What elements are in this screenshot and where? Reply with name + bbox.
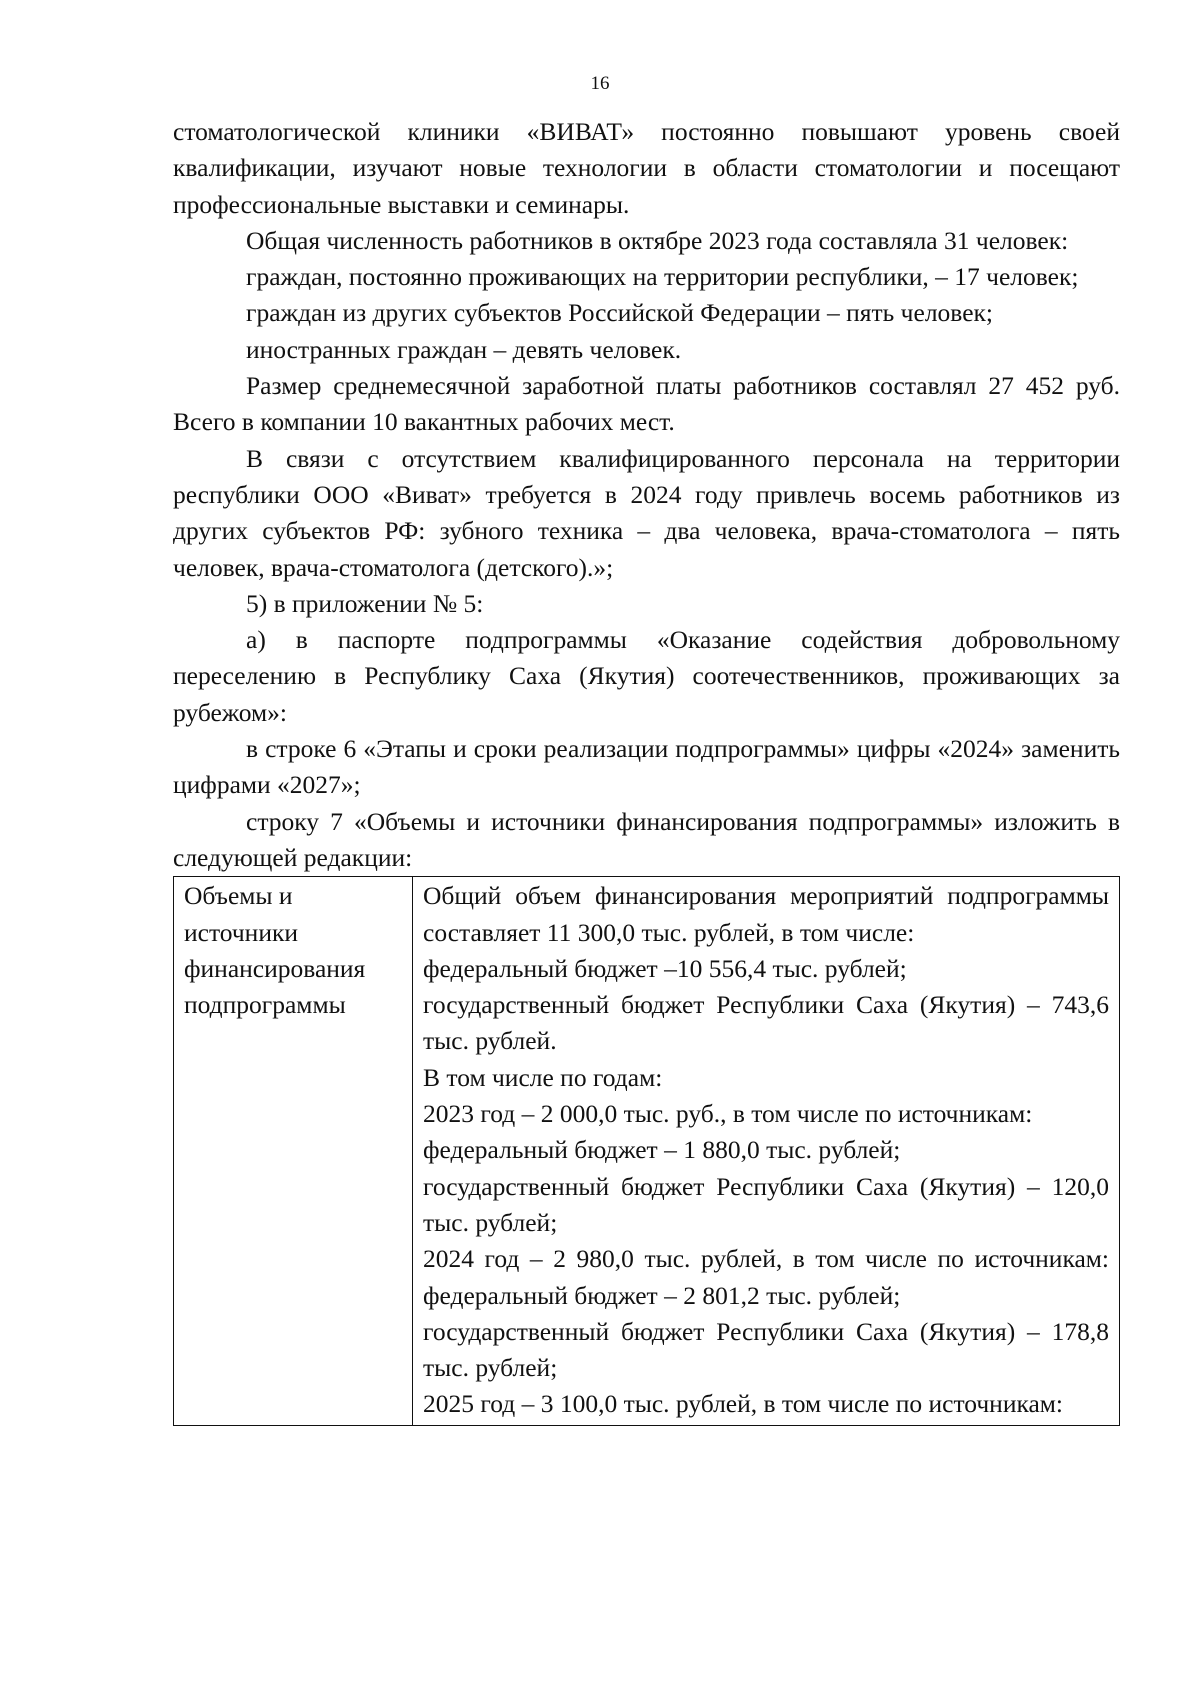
table-content-line: государственный бюджет Республики Саха (Якутия) – 120,0 тыс. рублей; [423, 1171, 1109, 1237]
table-content-cell [413, 877, 1120, 1425]
table-content-line: Общий объем финансирования мероприятий подпрограммы составляет 11 300,0 тыс. рублей, в том числе: [423, 881, 1109, 947]
table-content-lines [423, 878, 1109, 1422]
table-content-line: государственный бюджет Республики Саха (Якутия) – 743,6 тыс. рублей. [423, 990, 1109, 1056]
body-paragraph: а) в паспорте подпрограммы «Оказание содействия добровольному переселению в Республику Саха (Якутия) соотечественников, проживающих за рубежом»: [173, 625, 1120, 727]
body-paragraph: Общая численность работников в октябре 2023 года составляла 31 человек: [246, 225, 1069, 255]
table-content-line: 2023 год – 2 000,0 тыс. руб., в том числе по источникам: [423, 1099, 1033, 1129]
table-content-line: федеральный бюджет – 1 880,0 тыс. рублей; [423, 1135, 901, 1165]
table-content-line: 2025 год – 3 100,0 тыс. рублей, в том числе по источникам: [423, 1389, 1064, 1419]
body-paragraph: иностранных граждан – девять человек. [246, 334, 682, 364]
document-body [173, 114, 1120, 1426]
body-paragraph: 5) в приложении № 5: [246, 588, 484, 618]
paragraph-list [173, 114, 1120, 876]
body-paragraph: в строке 6 «Этапы и сроки реализации подпрограммы» цифры «2024» заменить цифрами «2027»; [173, 734, 1120, 800]
table-content-line: государственный бюджет Республики Саха (Якутия) – 178,8 тыс. рублей; [423, 1316, 1109, 1383]
table-content-line: 2024 год – 2 980,0 тыс. рублей, в том числе по источникам: федеральный бюджет – 2 801,2 тыс. рублей; [423, 1244, 1109, 1310]
body-paragraph: Размер среднемесячной заработной платы работников составлял 27 452 руб. Всего в компании 10 вакантных рабочих мест. [173, 371, 1120, 437]
table-label-cell: Объемы и источники финансирования подпрограммы [174, 877, 413, 1425]
table-row [174, 877, 1120, 1425]
financing-table [173, 876, 1120, 1425]
body-paragraph: В связи с отсутствием квалифицированного персонала на территории республики ООО «Виват» требуется в 2024 году привлечь восемь работников из других субъектов РФ: зубного техника – два человека, врача-стоматолога – пять человек, врача-стоматолога (детского).»; [173, 443, 1120, 582]
body-paragraph: строку 7 «Объемы и источники финансирования подпрограммы» изложить в следующей редакции: [173, 806, 1120, 872]
body-paragraph: граждан из других субъектов Российской Федерации – пять человек; [246, 298, 993, 328]
table-content-line: В том числе по годам: [423, 1062, 663, 1092]
body-paragraph: граждан, постоянно проживающих на территории республики, – 17 человек; [246, 262, 1079, 292]
body-paragraph: стоматологической клиники «ВИВАТ» постоянно повышают уровень своей квалификации, изучают новые технологии в области стоматологии и посещают профессиональные выставки и семинары. [173, 117, 1120, 219]
table-content-line: федеральный бюджет –10 556,4 тыс. рублей; [423, 953, 907, 983]
page-number: 16 [590, 73, 610, 94]
